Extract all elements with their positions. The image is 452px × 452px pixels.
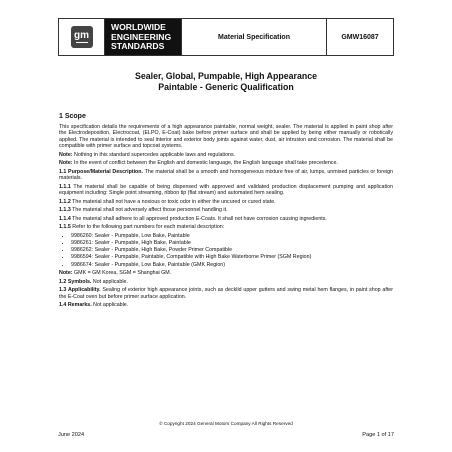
para-label: 1.1.5	[59, 224, 71, 230]
list-item: • 9986262: Sealer - Pumpable, High Bake, Powder Primer Compatible	[71, 247, 393, 254]
para-label: 1.4 Remarks.	[59, 302, 92, 309]
para-text: Refer to the following part numbers for each material description:	[72, 224, 225, 230]
note-laws	[59, 152, 393, 159]
para-1-4	[59, 302, 393, 309]
para-1-1-4	[59, 216, 393, 223]
brand-block	[105, 19, 181, 55]
list-item: • 9986594: Sealer - Pumpable, Paintable, Compatible with High Bake Waterborne Primer (SGM Region)	[71, 254, 393, 261]
scope-intro: This specification details the requirements of a high appearance paintable, normal weight, sealer. The material is applied in paint shop after the Electrodeposition, Electrocoat, (ELPO, E-Coat) bake before primer surface and shall be applied by being either manually or robotically applied. The material is intended to seal interior and exterior body joints against water, dust, air intrusion and corrosion. The material shall be compatible with primer surface and topcoat systems.	[59, 123, 393, 149]
para-1-1-3	[59, 207, 393, 214]
para-1-1	[59, 169, 393, 182]
footer-page-number: Page 1 of 17	[362, 432, 394, 438]
brand-line: STANDARDS	[111, 41, 165, 52]
brand-line: WORLDWIDE	[111, 22, 166, 32]
note-text: In the event of conflict between the English and domestic language, the English language shall take precedence.	[74, 160, 338, 166]
title-line-2: Paintable - Generic Qualification	[158, 82, 294, 92]
title-line-1: Sealer, Global, Pumpable, High Appearance	[134, 71, 318, 81]
para-1-1-1	[59, 184, 393, 197]
para-label: 1.1.1	[59, 183, 71, 190]
para-text: The material shall not have a noxious or toxic odor in either the uncured or cured state.	[72, 198, 276, 205]
para-label: 1.1 Purpose/Material Description.	[59, 168, 143, 175]
para-1-3	[59, 287, 393, 300]
note-text: Nothing in this standard supercedes applicable laws and regulations.	[74, 151, 236, 158]
note-text: GMK = GM Korea, SGM = Shanghai GM.	[74, 270, 172, 277]
brand-line: ENGINEERING	[111, 31, 172, 42]
logo-cell	[59, 19, 105, 55]
para-label: 1.1.2	[59, 198, 71, 205]
list-item: • 9986260: Sealer - Pumpable, Low Bake, Paintable	[71, 233, 393, 240]
para-label: 1.1.3	[59, 207, 71, 213]
para-label: 1.1.4	[59, 215, 71, 222]
list-item: • 9986674: Sealer - Pumpable, Low Bake, Paintable (GMK Region)	[71, 262, 393, 269]
scope-section	[59, 114, 393, 311]
para-1-1-5	[59, 224, 393, 231]
doc-number: GMW16087	[341, 33, 379, 41]
para-1-1-2	[59, 199, 393, 206]
note-label: Note:	[59, 160, 73, 166]
para-text: The material shall be capable of being dispensed with approved and validated production displacement pumping and application equipment including: Single point streaming, ribbon tip (flat stream) and automated hem sealing.	[59, 183, 393, 196]
header-table	[58, 18, 394, 56]
footer-date: June 2024	[58, 432, 85, 438]
note-label: Note:	[59, 151, 73, 158]
note-language	[59, 160, 393, 167]
para-text: The material shall adhere to all approved production E-Coats. It shall not have corrosion causing ingredients.	[72, 215, 327, 222]
list-item: • 9986261: Sealer - Pumpable, High Bake, Paintable	[71, 240, 393, 247]
para-label: 1.2 Symbols.	[59, 278, 92, 285]
logo-text: gm	[74, 30, 89, 41]
para-text: Not applicable.	[92, 278, 128, 285]
para-text: The material shall be a smooth and homogeneous mixture free of air, lumps, unmixed particles or foreign materials.	[59, 168, 393, 181]
para-text: Sealing of exterior high appearance joints, such as decklid upper gutters and swing metal hem flanges, in paint shop after the E-Coat oven but before primer surface application.	[59, 287, 394, 300]
note-label: Note:	[59, 270, 73, 277]
document-title	[0, 71, 452, 93]
para-1-2	[59, 279, 393, 286]
section-heading: 1 Scope	[59, 113, 86, 120]
part-number-list	[59, 233, 393, 269]
para-label: 1.3 Applicability.	[59, 287, 101, 294]
copyright-notice: © Copyright 2024 General Motors Company All Rights Reserved	[159, 421, 293, 426]
gm-logo-icon	[71, 26, 93, 48]
para-text: Not applicable.	[93, 302, 129, 309]
para-text: The material shall not adversely affect those personnel handling it.	[72, 207, 228, 213]
doc-type: Material Specification	[181, 19, 327, 55]
note-regions	[59, 270, 393, 277]
